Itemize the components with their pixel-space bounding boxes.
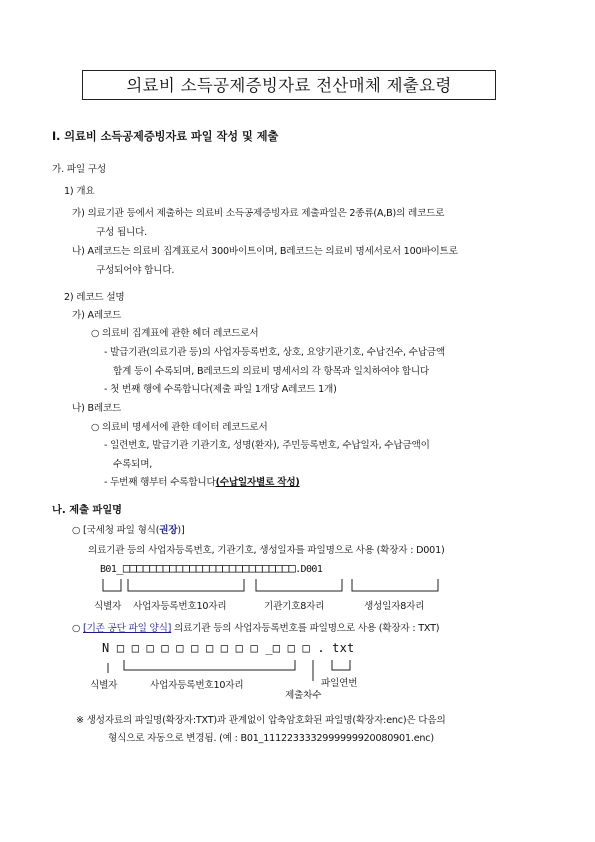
overview-na-line2: 구성되어야 합니다.: [96, 265, 175, 276]
bracket-bizno: [128, 579, 244, 591]
record-b-heading: 나) B레코드: [72, 403, 122, 414]
nts-format-desc: 의료기관 등의 사업자등록번호, 기관기호, 생성일자를 파일명으로 사용 (확장자 : D001): [88, 545, 445, 556]
item-record-desc: 2) 레코드 설명: [64, 292, 125, 303]
record-b-circle: ○ 의료비 명세서에 관한 데이터 레코드로서: [91, 422, 268, 433]
note-line2: 형식으로 자동으로 변경됨. (예 : B01_1112233332999999920080901.enc): [108, 733, 434, 744]
document-title: 의료비 소득공제증빙자료 전산매체 제출요령: [82, 70, 496, 100]
overview-ga-line2: 구성 됩니다.: [96, 227, 148, 238]
nts-format-boxes: _□□□□□□□□□□□□□□□□□□□□□□□□□□: [116, 561, 296, 575]
label2-serial: 파일연번: [321, 678, 358, 689]
record-b-dash1-line2: 수록되며,: [113, 459, 153, 470]
note-line1: ※ 생성자료의 파일명(확장자:TXT)과 관계없이 압축암호화된 파일명(확장자:enc)은 다음의: [76, 715, 446, 726]
bracket-inst-code: [256, 579, 342, 591]
record-b-dash1-line1: - 일련번호, 발급기관 기관기호, 성명(환자), 주민등록번호, 수납일자, 수납금액이: [104, 440, 430, 451]
record-a-heading: 가) A레코드: [72, 310, 122, 321]
bracket-identifier: [103, 579, 121, 591]
legacy-format-desc: 의료기관 등의 사업자등록번호를 파일명으로 사용 (확장자 : TXT): [171, 623, 440, 634]
legacy-format-bracket: [기존 공단 파일 양식]: [83, 623, 172, 634]
overview-ga-line1: 가) 의료기관 등에서 제출하는 의료비 소득공제증빙자료 제출파일은 2종류(A,B)의 레코드로: [72, 208, 445, 219]
label-gen-date: 생성일자8자리: [364, 601, 425, 612]
nts-format-suffix: )]: [177, 525, 185, 536]
label-bizno: 사업자등록번호10자리: [133, 601, 227, 612]
subsection-ga: 가. 파일 구성: [52, 164, 106, 175]
record-b-dash2-text: - 두번째 행부터 수록합니다: [104, 477, 216, 488]
nts-format-recommended: 권장: [159, 525, 178, 536]
label-inst-code: 기관기호8자리: [264, 601, 325, 612]
legacy-format-heading: [72, 620, 439, 634]
bracket2-bizno: [124, 660, 295, 670]
overview-na-line1: 나) A레코드는 의료비 집계표로서 300바이트이며, B레코드는 의료비 명세서로서 100바이트로: [72, 246, 458, 257]
label2-bizno: 사업자등록번호10자리: [150, 680, 244, 691]
nts-format-ext: .D001: [295, 564, 323, 575]
label2-identifier: 식별자: [90, 680, 118, 691]
record-b-dash2-emphasis: (수납일자별로 작성): [215, 477, 300, 488]
item-overview: 1) 개요: [64, 186, 95, 197]
legacy-format-circle: ○: [72, 623, 81, 634]
record-a-circle: ○ 의료비 집계표에 관한 헤더 레코드로서: [91, 328, 259, 339]
legacy-filename-format: N □ □ □ □ □ □ □ □ □ □ _□ □ □ . txt: [102, 641, 355, 655]
label-identifier: 식별자: [94, 601, 122, 612]
label2-submission: 제출차수: [285, 690, 322, 701]
nts-format-start: B01: [100, 564, 117, 575]
bracket2-serial: [332, 660, 350, 670]
nts-format-prefix: ○ [국세청 파일 형식(: [72, 525, 160, 536]
record-a-dash1-line2: 합계 등이 수록되며, B레코드의 의료비 명세서의 각 항목과 일치하여야 합니다: [113, 366, 429, 377]
record-a-dash2: - 첫 번째 행에 수록합니다(제출 파일 1개당 A레코드 1개): [104, 384, 337, 395]
bracket-gen-date: [352, 579, 438, 591]
record-a-dash1-line1: - 발급기관(의료기관 등)의 사업자등록번호, 상호, 요양기관기호, 수납건수, 수납금액: [104, 347, 445, 358]
section-1-heading: Ⅰ. 의료비 소득공제증빙자료 파일 작성 및 제출: [52, 130, 279, 143]
section-2-heading: 나. 제출 파일명: [52, 505, 123, 516]
